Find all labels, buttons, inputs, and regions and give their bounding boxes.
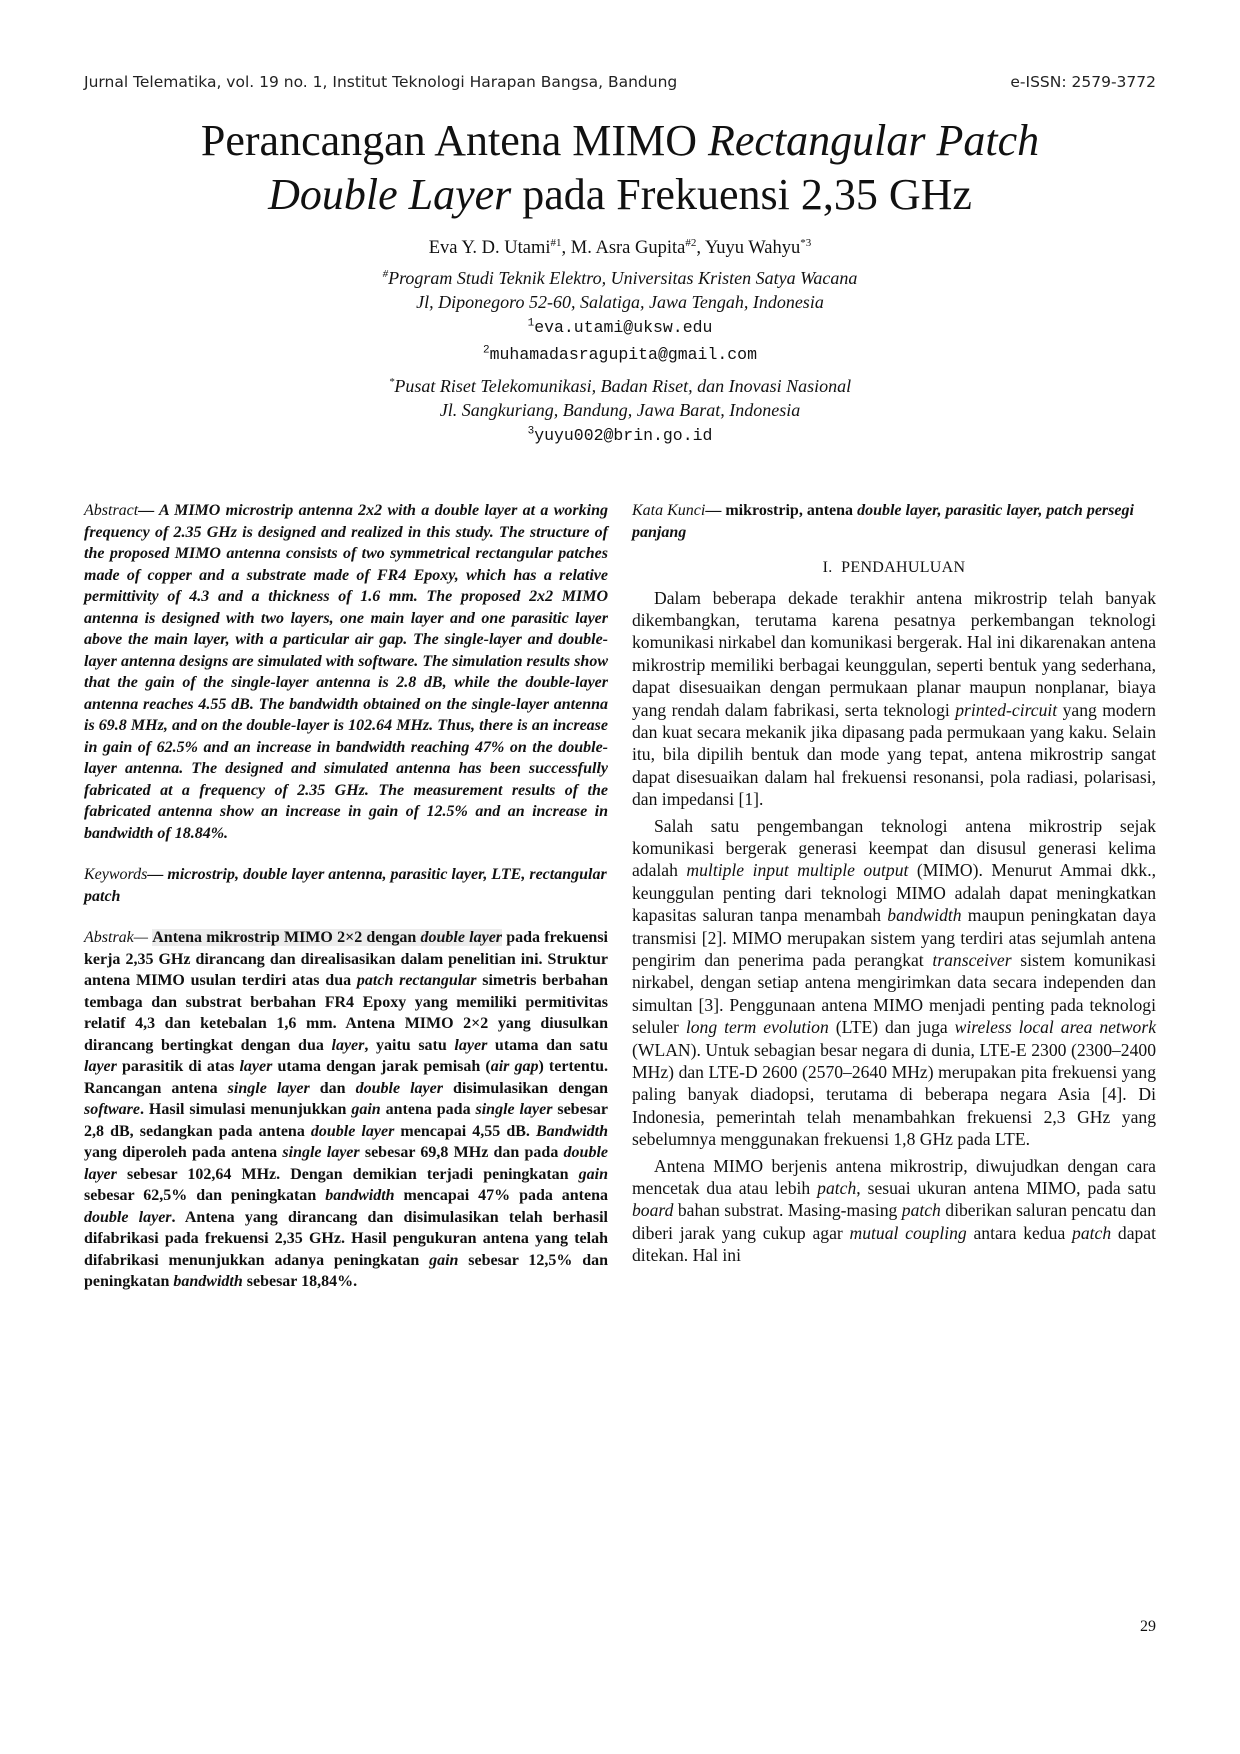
affiliation-2-mark: *	[388, 376, 395, 388]
abstrak-text: sebesar 2,8 dB, sedangkan pada antena	[84, 1101, 609, 1140]
para-text: Salah satu pengembangan teknologi antena mikrostrip sejak komunikasi bergerak generasi keempat dan disusul generasi kelima adalah	[632, 815, 1156, 881]
email-1-address: eva.utami@uksw.edu	[534, 318, 713, 337]
author-3: Yuyu Wahyu	[704, 238, 801, 258]
abstract-dash: —	[138, 502, 159, 519]
abstrak-text: Antena mikrostrip MIMO 2×2 dengan	[152, 929, 421, 946]
abstrak-text: dan	[309, 1079, 356, 1097]
para-term: transceiver	[932, 950, 1012, 970]
abstrak-term: Bandwidth	[535, 1122, 608, 1140]
para-term: multiple input multiple output	[686, 860, 909, 881]
abstrak-text: ) tertentu. Rancangan antena	[84, 1058, 609, 1097]
author-2: M. Asra Gupita	[570, 238, 686, 258]
abstrak-text: utama dengan jarak pemisah (	[272, 1058, 491, 1075]
abstrak-text: mencapai 47% pada antena	[394, 1187, 608, 1204]
abstract-text: A MIMO microstrip antenna 2x2 with a double layer at a working frequency of 2.35 GHz is designed and realized in this study. The structure of the proposed MIMO antenna consists of two symmetrical rectangular patches made of copper and a substrate made of FR4 Epoxy, which has a relative permittivity of 4.3 and a thickness of 1.6 mm. The proposed 2x2 MIMO antenna is designed with two layers, one main layer and one parasitic layer above the main layer, with a particular air gap. The single-layer and double-layer antenna designs are simulated with software. The simulation results show that the gain of the single-layer antenna is 2.8 dB, while the double-layer antenna reaches 4.55 dB. The bandwidth obtained on the single-layer antenna is 69.8 MHz, and on the double-layer is 102.64 MHz. Thus, there is an increase in gain of 62.5% and an increase in bandwidth reaching 47% on the double-layer antenna. The designed and simulated antenna has been successfully fabricated at a frequency of 2.35 GHz. The measurement results of the fabricated antenna show an increase in gain of 12.5% and an increase in bandwidth of 18.84%.	[84, 502, 609, 842]
author-2-mark: #2	[685, 236, 697, 249]
abstrak-term: patch rectangular	[356, 972, 477, 989]
title-part-3: Double Layer	[268, 170, 512, 219]
para-text: , sesuai ukuran antena MIMO, pada satu	[856, 1178, 1156, 1199]
kata-kunci-terms: double layer, parasitic layer, patch persegi panjang	[632, 502, 1134, 541]
abstrak-text: pada frekuensi kerja 2,35 GHz dirancang dan direalisasikan dalam penelitian ini. Struktur antena MIMO usulan terdiri atas dua	[84, 929, 609, 989]
abstract-indonesian	[84, 927, 608, 1293]
email-2	[60, 341, 1180, 368]
keywords-text: microstrip, double layer antenna, parasitic layer, LTE, rectangular patch	[84, 866, 607, 905]
abstrak-label: Abstrak	[84, 929, 134, 946]
email-1	[60, 314, 1180, 341]
para-term: long term evolution	[685, 1017, 829, 1038]
abstrak-text: disimulasikan dengan	[442, 1079, 609, 1097]
para-text: Antena MIMO berjenis antena mikrostrip, diwujudkan dengan cara mencetak dua atau lebih	[632, 1155, 1156, 1199]
abstrak-term: double layer	[84, 1208, 172, 1226]
email-2-address: muhamadasragupita@gmail.com	[489, 345, 757, 364]
abstrak-term: bandwidth	[173, 1273, 243, 1290]
abstrak-text: utama dan satu	[487, 1036, 609, 1054]
para-term: board	[632, 1200, 674, 1221]
running-header	[84, 73, 1156, 97]
abstrak-dash: —	[133, 929, 153, 946]
paper-title	[60, 114, 1180, 222]
abstrak-term: double layer	[420, 929, 503, 946]
para-text: antara kedua	[966, 1222, 1073, 1243]
abstrak-term: software	[84, 1101, 140, 1118]
email-3	[60, 422, 1180, 449]
author-1: Eva Y. D. Utami	[428, 238, 551, 258]
abstrak-text: , yaitu satu	[364, 1036, 455, 1054]
section-number: I.	[822, 559, 833, 576]
section-title-rest: ENDAHULUAN	[850, 559, 966, 576]
kata-kunci-text: mikrostrip, antena	[725, 502, 858, 519]
abstrak-text: sebesar 69,8 MHz dan pada	[359, 1144, 564, 1161]
para-text: bahan substrat. Masing-masing	[673, 1200, 902, 1221]
abstract-english	[84, 500, 608, 844]
right-column	[632, 500, 1156, 1271]
abstrak-term: double layer	[355, 1079, 443, 1097]
abstrak-text: antena pada	[380, 1101, 476, 1118]
para-text: dapat ditekan. Hal ini	[632, 1222, 1156, 1266]
keywords	[84, 864, 608, 907]
abstrak-highlight	[152, 929, 502, 946]
abstrak-term: layer	[84, 1058, 117, 1075]
abstrak-text: mencapai 4,55 dB.	[394, 1122, 536, 1140]
para-text: (MIMO). Menurut Ammai dkk., keunggulan penting dari teknologi MIMO adalah dapat meningkatkan kapasitas saluran tanpa menambah	[632, 860, 1156, 926]
abstrak-term: gain	[351, 1101, 381, 1118]
author-3-mark: *3	[800, 236, 812, 249]
affiliation-2-line-1	[60, 374, 1180, 398]
abstract-label: Abstract	[84, 502, 139, 519]
title-block	[60, 114, 1180, 449]
para-text: (WLAN). Untuk sebagian besar negara di dunia, LTE-E 2300 (2300–2400 MHz) dan LTE-D 2600 (2570–2640 MHz) merupakan pita frekuensi yang paling banyak diadopsi, terutama di beberapa negara Asia [4]. Di Indonesia, pemerintah telah menambahkan frekuensi 2,3 GHz yang sebelumnya menggunakan frekuensi 1,8 GHz pada LTE.	[632, 1039, 1156, 1150]
para-text: maupun peningkatan daya transmisi [2]. MIMO merupakan sistem yang terdiri atas sejumlah antena pengirim dan penerima pada perangkat	[632, 905, 1156, 970]
kata-kunci	[632, 500, 1156, 543]
title-part-1: Perancangan Antena MIMO	[200, 116, 708, 165]
email-1-mark: 1	[527, 317, 535, 330]
para-text: diberikan saluran pencatu dan diberi jarak yang cukup agar	[632, 1200, 1156, 1243]
page-number: 29	[1140, 1618, 1156, 1635]
abstrak-term: double layer	[84, 1144, 608, 1183]
abstrak-term: air gap	[490, 1058, 539, 1075]
affiliation-2-name: Pusat Riset Telekomunikasi, Badan Riset, dan Inovasi Nasional	[394, 376, 852, 396]
section-heading-introduction	[632, 557, 1156, 579]
abstrak-text: yang diperoleh pada antena	[84, 1144, 283, 1161]
abstrak-term: double layer	[310, 1122, 395, 1140]
para-text: sistem komunikasi nirkabel, dengan setiap antena mengirimkan data secara independen dan simultan [3]. Penggunaan antena MIMO menjadi penting pada teknologi seluler	[632, 950, 1156, 1038]
affiliation-1-name: Program Studi Teknik Elektro, Universitas Kristen Satya Wacana	[388, 268, 858, 288]
keywords-dash: —	[147, 866, 168, 883]
issn: e-ISSN: 2579-3772	[1010, 73, 1156, 91]
email-2-mark: 2	[483, 344, 490, 357]
abstrak-term: bandwidth	[325, 1187, 395, 1204]
abstrak-term: single layer	[227, 1079, 310, 1097]
abstrak-text: sebesar 18,84%.	[242, 1273, 358, 1290]
section-title-initial: P	[841, 559, 851, 576]
email-3-address: yuyu002@brin.go.id	[534, 426, 713, 445]
intro-paragraph-2	[632, 815, 1156, 1151]
abstrak-term: layer	[331, 1036, 365, 1054]
affiliation-1-line-1	[60, 266, 1180, 290]
journal-info: Jurnal Telematika, vol. 19 no. 1, Institut Teknologi Harapan Bangsa, Bandung	[84, 73, 678, 91]
abstrak-term: layer	[239, 1058, 273, 1075]
abstrak-term: layer	[454, 1036, 488, 1054]
intro-paragraph-3	[632, 1155, 1156, 1267]
title-part-4: pada Frekuensi 2,35 GHz	[511, 170, 972, 219]
para-text: Dalam beberapa dekade terakhir antena mikrostrip telah banyak dikembangkan, terutama karena pesatnya perkembangan teknologi komunikasi nirkabel dan komunikasi bergerak. Hal ini dikarenakan antena mikrostrip memiliki berbagai keunggulan, seperti bentuk yang sederhana, dapat disesuaikan dengan permukaan planar maupun nonplanar, biaya yang rendah dalam fabrikasi, serta teknologi	[632, 587, 1156, 720]
keywords-label: Keywords	[84, 866, 148, 883]
abstrak-text: sebesar 12,5% dan peningkatan	[84, 1251, 608, 1290]
abstrak-text: . Antena yang dirancang dan disimulasikan telah berhasil difabrikasi pada frekuensi 2,35 GHz. Hasil pengukuran antena yang telah difabrikasi menunjukkan adanya peningkatan	[84, 1208, 608, 1269]
para-term: mutual coupling	[849, 1222, 967, 1243]
intro-paragraph-1	[632, 587, 1156, 811]
affiliation-2-line-2: Jl. Sangkuriang, Bandung, Jawa Barat, Indonesia	[439, 400, 801, 420]
abstrak-text: sebesar 102,64 MHz. Dengan demikian terjadi peningkatan	[116, 1165, 579, 1183]
abstrak-term: single layer	[475, 1101, 553, 1118]
abstrak-text: sebesar 62,5% dan peningkatan	[84, 1187, 326, 1204]
title-part-2: Rectangular Patch	[707, 116, 1040, 165]
author-1-mark: #1	[550, 236, 562, 249]
affiliation-1-line-2: Jl, Diponegoro 52-60, Salatiga, Jawa Tengah, Indonesia	[416, 292, 824, 312]
introduction-body	[632, 587, 1156, 1267]
author-list	[60, 236, 1180, 260]
abstrak-text: parasitik di atas	[116, 1058, 240, 1075]
kata-kunci-dash: —	[705, 502, 726, 519]
para-term: patch	[1072, 1222, 1112, 1243]
para-text: yang modern dan kuat secara mekanik jika dipasang pada permukaan yang kaku. Selain itu, bila dipilih bentuk dan mode yang tepat, antena mikrostrip sangat dapat disesuaikan dalam hal frekuensi resonansi, pola radiasi, polarisasi, dan impedansi [1].	[632, 699, 1156, 810]
para-term: wireless local area network	[954, 1017, 1157, 1038]
kata-kunci-label: Kata Kunci	[632, 502, 706, 519]
para-term: patch	[901, 1200, 941, 1221]
abstrak-text: . Hasil simulasi menunjukkan	[140, 1101, 352, 1118]
abstrak-term: single layer	[282, 1144, 360, 1161]
para-term: patch	[817, 1178, 857, 1199]
para-term: printed-circuit	[955, 699, 1058, 720]
email-3-mark: 3	[527, 425, 535, 438]
para-term: bandwidth	[887, 905, 962, 926]
abstrak-term: gain	[429, 1251, 459, 1269]
para-text: (LTE) dan juga	[828, 1017, 955, 1038]
abstrak-text: simetris berbahan tembaga dan substrat berbahan FR4 Epoxy yang memiliki permitivitas relatif 4,3 dan ketebalan 1,6 mm. Antena MIMO 2×2 yang diusulkan dirancang bertingkat dengan dua	[84, 972, 608, 1054]
author-separator: ,	[561, 238, 571, 258]
affiliation-1-mark: #	[382, 268, 389, 280]
left-column	[84, 500, 608, 1293]
abstrak-term: gain	[578, 1165, 608, 1183]
author-separator: ,	[696, 238, 705, 258]
